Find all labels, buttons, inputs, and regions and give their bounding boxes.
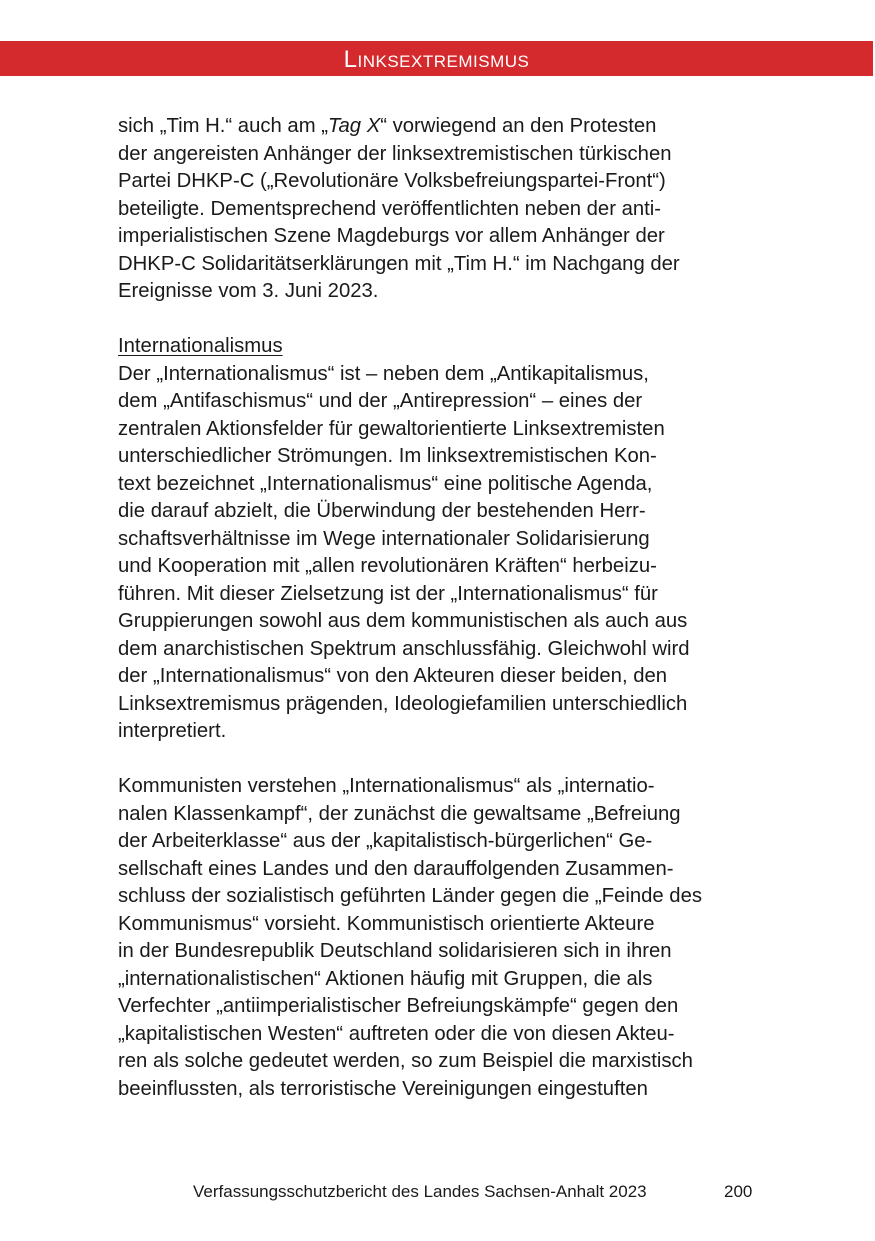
paragraph-1 [118,113,768,306]
text-line: Verfechter „antiimperialistischer Befreiungskämpfe“ gegen den [118,995,679,1017]
text-line: der Arbeiterklasse“ aus der „kapitalistisch-bürgerlichen“ Ge- [118,830,653,852]
text-line: „kapitalistischen Westen“ auftreten oder die von diesen Akteu- [118,1022,675,1045]
text-line: sich „Tim H.“ auch am „Tag X“ vorwiegend an den Protesten [118,115,657,137]
text-line: Der „Internationalismus“ ist – neben dem „Antikapitalismus, [118,362,649,385]
text-line: die darauf abzielt, die Überwindung der bestehenden Herr- [118,500,646,522]
section-title: Linksextremismus [343,46,530,73]
section-heading: Internationalismus [118,335,283,357]
text-line: Ereignisse vom 3. Juni 2023. [118,280,379,302]
text-line: text bezeichnet „Internationalismus“ eine politische Agenda, [118,472,653,495]
page-number: 200 [724,1182,753,1201]
section-header-bar [0,41,873,76]
text-line: Linksextremismus prägenden, Ideologiefamilien unterschiedlich [118,692,688,715]
page-content [118,113,768,1103]
text-line: Kommunisten verstehen „Internationalismus“ als „internatio- [118,775,655,797]
text-line: sellschaft eines Landes und den darauffolgenden Zusammen- [118,857,674,880]
text-line: nalen Klassenkampf“, der zunächst die gewaltsame „Befreiung [118,802,681,825]
text-line: unterschiedlicher Strömungen. Im linksextremistischen Kon- [118,445,657,467]
text-line: und Kooperation mit „allen revolutionären Kräften“ herbeizu- [118,555,657,577]
footer-publication: Verfassungsschutzbericht des Landes Sachsen-Anhalt 2023 [193,1182,647,1201]
paragraph-3 [118,773,768,1103]
text-line: ren als solche gedeutet werden, so zum Beispiel die marxistisch [118,1050,693,1072]
text-line: beteiligte. Dementsprechend veröffentlichten neben der anti- [118,197,662,220]
text-line: interpretiert. [118,720,227,742]
text-line: der angereisten Anhänger der linksextremistischen türkischen [118,142,672,165]
text-line: DHKP-C Solidaritätserklärungen mit „Tim H.“ im Nachgang der [118,252,680,275]
text-line: der „Internationalismus“ von den Akteuren dieser beiden, den [118,665,668,687]
text-line: zentralen Aktionsfelder für gewaltorientierte Linksextremisten [118,417,665,440]
text-line: in der Bundesrepublik Deutschland solidarisieren sich in ihren [118,940,672,962]
emphasis-tag-x: Tag X [327,115,381,137]
text-line: Gruppierungen sowohl aus dem kommunistischen als auch aus [118,610,688,632]
text-line: schluss der sozialistisch geführten Länder gegen die „Feinde des [118,885,702,907]
text-line: „internationalistischen“ Aktionen häufig mit Gruppen, die als [118,967,653,990]
text-line: Kommunismus“ vorsieht. Kommunistisch orientierte Akteure [118,912,655,935]
text-line: dem „Antifaschismus“ und der „Antirepression“ – eines der [118,390,643,412]
text-line: Partei DHKP-C („Revolutionäre Volksbefreiungspartei-Front“) [118,170,666,192]
text-line: imperialistischen Szene Magdeburgs vor allem Anhänger der [118,225,665,247]
paragraph-2 [118,361,768,746]
text-line: dem anarchistischen Spektrum anschlussfähig. Gleichwohl wird [118,637,690,660]
text-line: führen. Mit dieser Zielsetzung ist der „Internationalismus“ für [118,582,658,605]
text-line: schaftsverhältnisse im Wege internationaler Solidarisierung [118,527,650,550]
text-line: beeinflussten, als terroristische Vereinigungen eingestuften [118,1077,648,1100]
